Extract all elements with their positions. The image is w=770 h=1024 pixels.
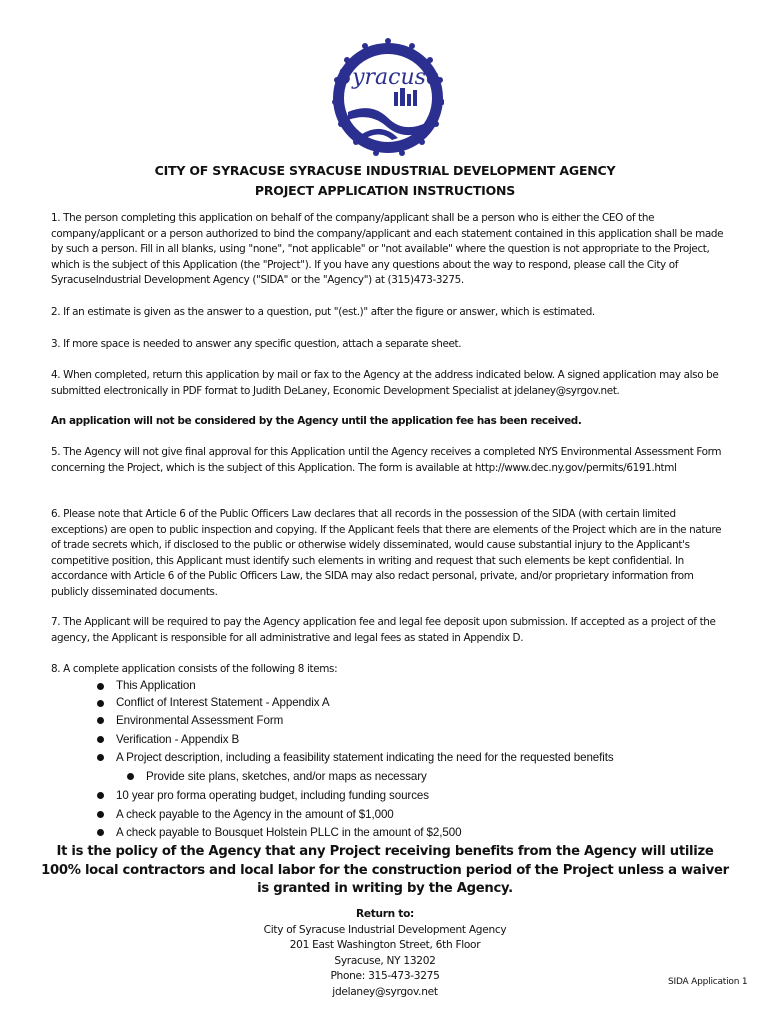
return-street: 201 East Washington Street, 6th Floor	[289, 939, 481, 952]
page-footer: SIDA Application 1	[668, 977, 748, 987]
instruction-2: 2. If an estimate is given as the answer to a question, put "(est.)" after the figure or answer, which is estimated.	[51, 306, 595, 318]
application-items-list	[96, 678, 614, 843]
list-item: Conflict of Interest Statement - Appendix A	[96, 695, 614, 711]
instruction-1: 1. The person completing this application on behalf of the company/applicant shall be a person who is either the CEO of the company/applicant or a person authorized to bind the company/applicant and each statement contained in this application shall be made by such a person. Fill in all blanks, using "none", "not applicable" or "not available" where the question is not appropriate to the Project, which is the subject of this Application (the "Project"). If you have any questions about the way to respond, please call the City of SyracuseIndustrial Development Agency ("SIDA" or the "Agency") at (315)473-3275.	[51, 212, 724, 287]
list-item: Verification - Appendix B	[96, 731, 614, 750]
list-item: A check payable to Bousquet Holstein PLLC in the amount of $2,500	[96, 824, 614, 843]
local-labor-policy: It is the policy of the Agency that any Project receiving benefits from the Agency will utilize 100% local contractors and local labor for the construction period of the Project unless a waiver is granted in writing by the Agency.	[41, 844, 729, 896]
bullet-icon	[97, 811, 104, 818]
bullet-icon	[97, 717, 104, 724]
list-item: Environmental Assessment Form	[96, 712, 614, 731]
list-item: 10 year pro forma operating budget, including funding sources	[96, 787, 614, 806]
bullet-icon	[97, 736, 104, 743]
instruction-4: 4. When completed, return this application by mail or fax to the Agency at the address indicated below. A signed application may also be submitted electronically in PDF format to Judith DeLaney, Economic Development Specialist at jdelaney@syrgov.net.	[51, 369, 719, 397]
list-item: A check payable to the Agency in the amount of $1,000	[96, 806, 614, 825]
return-phone: Phone: 315-473-3275	[330, 970, 440, 983]
list-item: This Application	[96, 678, 614, 694]
bullet-icon	[97, 683, 104, 690]
instruction-3: 3. If more space is needed to answer any specific question, attach a separate sheet.	[51, 338, 462, 350]
instruction-7: 7. The Applicant will be required to pay the Agency application fee and legal fee deposit upon submission. If accepted as a project of the agency, the Applicant is responsible for all administrative and legal fees as stated in Appendix D.	[51, 616, 716, 644]
return-heading: Return to:	[356, 908, 414, 920]
agency-title: CITY OF SYRACUSE SYRACUSE INDUSTRIAL DEVELOPMENT AGENCY	[154, 163, 616, 178]
return-org: City of Syracuse Industrial Development Agency	[263, 923, 507, 936]
bullet-icon	[127, 773, 134, 780]
instruction-8: 8. A complete application consists of the following 8 items:	[51, 663, 338, 675]
list-item: Provide site plans, sketches, and/or maps as necessary	[96, 768, 614, 787]
instruction-6: 6. Please note that Article 6 of the Public Officers Law declares that all records in the possession of the SIDA (with certain limited exceptions) are open to public inspection and copying. If the Applicant feels that there are elements of the Project which are in the nature of trade secrets which, if disclosed to the public or otherwise widely disseminated, would cause substantial injury to the Applicant's competitive position, this Applicant must identify such elements in writing and request that such elements be kept confidential. In accordance with Article 6 of the Public Officers Law, the SIDA may also redact personal, private, and/or proprietary information from publicly disseminated documents.	[51, 508, 722, 598]
return-city: Syracuse, NY 13202	[334, 954, 436, 967]
bullet-icon	[97, 754, 104, 761]
bullet-icon	[97, 792, 104, 799]
fee-notice: An application will not be considered by the Agency until the application fee has been received.	[51, 415, 582, 427]
instruction-5: 5. The Agency will not give final approval for this Application until the Agency receives a completed NYS Environmental Assessment Form concerning the Project, which is the subject of this Application. The form is available at http://www.dec.ny.gov/permits/6191.html	[51, 446, 722, 474]
bullet-icon	[97, 829, 104, 836]
document-title: PROJECT APPLICATION INSTRUCTIONS	[254, 183, 516, 198]
seal-wordmark: Syracuse	[337, 65, 439, 90]
return-email: jdelaney@syrgov.net	[332, 985, 438, 998]
return-address	[0, 907, 770, 1001]
city-seal-logo	[332, 38, 444, 158]
list-item: A Project description, including a feasibility statement indicating the need for the requested benefits	[96, 749, 614, 768]
bullet-icon	[97, 700, 104, 707]
